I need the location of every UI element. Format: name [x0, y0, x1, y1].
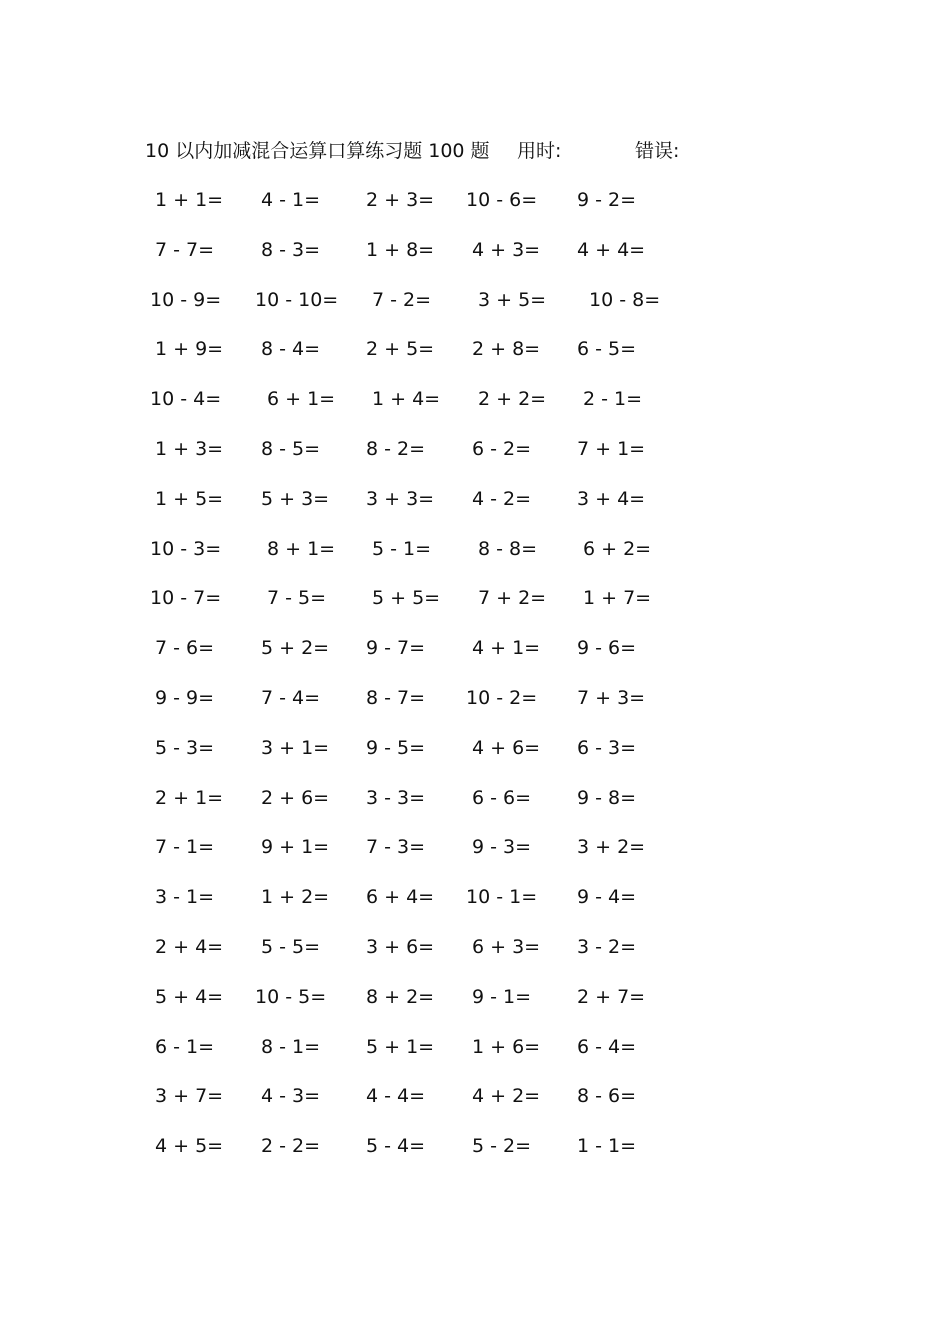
problem-item: 7 + 2=: [478, 587, 547, 610]
problem-item: 9 - 4=: [577, 886, 637, 909]
problem-item: 5 - 2=: [472, 1135, 532, 1158]
problem-item: 1 + 3=: [155, 438, 224, 460]
problem-row: [0, 683, 950, 713]
problem-item: 6 - 4=: [577, 1035, 637, 1058]
problem-item: 3 + 2=: [577, 836, 646, 859]
problem-item: 8 - 1=: [261, 1035, 321, 1058]
problem-item: 2 + 7=: [577, 985, 646, 1008]
problem-item: 4 - 3=: [261, 1085, 321, 1108]
problem-item: 2 - 1=: [583, 388, 643, 411]
problem-item: 5 - 5=: [261, 936, 321, 958]
problem-item: 6 + 1=: [267, 388, 336, 411]
problem-item: 9 - 7=: [366, 637, 426, 660]
problem-item: 5 + 4=: [155, 985, 224, 1008]
problem-item: 3 - 3=: [366, 786, 426, 809]
problem-item: 1 + 5=: [155, 487, 224, 510]
problem-item: 8 + 1=: [267, 537, 336, 560]
problem-item: 10 - 9=: [150, 288, 222, 311]
problem-item: 9 - 3=: [472, 836, 532, 859]
problem-item: 5 + 2=: [261, 637, 330, 660]
problem-item: 6 - 5=: [577, 338, 637, 361]
problem-item: 7 - 3=: [366, 836, 426, 859]
problem-item: 10 - 5=: [255, 985, 327, 1008]
problem-item: 3 - 1=: [155, 886, 215, 909]
problem-row: [0, 1032, 950, 1062]
problem-item: 8 + 2=: [366, 985, 435, 1008]
problem-item: 1 + 7=: [583, 587, 652, 610]
problem-row: [0, 434, 950, 464]
problem-item: 2 + 2=: [478, 388, 547, 411]
problem-item: 9 - 2=: [577, 189, 637, 211]
problem-item: 8 - 4=: [261, 338, 321, 361]
problem-item: 5 + 1=: [366, 1035, 435, 1058]
problem-item: 3 + 6=: [366, 936, 435, 958]
problem-item: 9 - 9=: [155, 687, 215, 709]
problem-item: 9 - 1=: [472, 985, 532, 1008]
problem-item: 10 - 3=: [150, 537, 222, 560]
problem-item: 7 - 2=: [372, 288, 432, 311]
problem-row: [0, 783, 950, 813]
problem-item: 1 - 1=: [577, 1135, 637, 1158]
problem-item: 7 + 3=: [577, 687, 646, 709]
problem-item: 10 - 8=: [589, 288, 661, 311]
problem-item: 1 + 4=: [372, 388, 441, 411]
problem-item: 4 - 4=: [366, 1085, 426, 1108]
problem-item: 1 + 2=: [261, 886, 330, 909]
problem-row: [0, 285, 950, 315]
problem-row: [0, 882, 950, 912]
problem-row: [0, 384, 950, 414]
problem-item: 4 + 1=: [472, 637, 541, 660]
problem-item: 6 + 2=: [583, 537, 652, 560]
problem-item: 1 + 8=: [366, 238, 435, 261]
problem-item: 3 + 4=: [577, 487, 646, 510]
problem-item: 4 - 2=: [472, 487, 532, 510]
problem-item: 8 - 6=: [577, 1085, 637, 1108]
problem-item: 8 - 3=: [261, 238, 321, 261]
problem-item: 5 + 5=: [372, 587, 441, 610]
problem-item: 10 - 7=: [150, 587, 222, 610]
problem-item: 6 - 1=: [155, 1035, 215, 1058]
problem-item: 5 + 3=: [261, 487, 330, 510]
problem-row: [0, 534, 950, 564]
problem-item: 7 + 1=: [577, 438, 646, 460]
problem-item: 7 - 4=: [261, 687, 321, 709]
problem-item: 8 - 7=: [366, 687, 426, 709]
problem-item: 2 + 1=: [155, 786, 224, 809]
problem-item: 10 - 2=: [466, 687, 538, 709]
problem-item: 9 - 6=: [577, 637, 637, 660]
problem-row: [0, 484, 950, 514]
problem-row: [0, 334, 950, 364]
problem-item: 9 - 8=: [577, 786, 637, 809]
problem-item: 9 - 5=: [366, 736, 426, 759]
problem-row: [0, 832, 950, 862]
problem-item: 4 + 2=: [472, 1085, 541, 1108]
problem-item: 7 - 7=: [155, 238, 215, 261]
problem-item: 1 + 6=: [472, 1035, 541, 1058]
problem-item: 2 + 8=: [472, 338, 541, 361]
problem-item: 7 - 6=: [155, 637, 215, 660]
problem-item: 4 + 3=: [472, 238, 541, 261]
problem-item: 6 - 3=: [577, 736, 637, 759]
problem-item: 10 - 1=: [466, 886, 538, 909]
problem-row: [0, 1131, 950, 1161]
problem-item: 4 + 6=: [472, 736, 541, 759]
problem-item: 7 - 5=: [267, 587, 327, 610]
problem-item: 8 - 8=: [478, 537, 538, 560]
problem-item: 2 - 2=: [261, 1135, 321, 1158]
problem-row: [0, 583, 950, 613]
problem-row: [0, 932, 950, 962]
problem-item: 2 + 6=: [261, 786, 330, 809]
problem-row: [0, 633, 950, 663]
problem-item: 7 - 1=: [155, 836, 215, 859]
problem-item: 9 + 1=: [261, 836, 330, 859]
problem-row: [0, 982, 950, 1012]
problem-item: 4 - 1=: [261, 189, 321, 211]
problem-item: 10 - 4=: [150, 388, 222, 411]
problem-item: 3 + 3=: [366, 487, 435, 510]
problem-item: 2 + 5=: [366, 338, 435, 361]
problem-item: 1 + 9=: [155, 338, 224, 361]
problem-item: 6 - 2=: [472, 438, 532, 460]
problem-item: 3 - 2=: [577, 936, 637, 958]
problem-item: 2 + 4=: [155, 936, 224, 958]
problem-item: 6 + 3=: [472, 936, 541, 958]
problem-item: 10 - 10=: [255, 288, 339, 311]
problem-item: 8 - 5=: [261, 438, 321, 460]
problem-item: 10 - 6=: [466, 189, 538, 211]
problem-item: 5 - 4=: [366, 1135, 426, 1158]
problem-item: 3 + 7=: [155, 1085, 224, 1108]
problem-item: 3 + 5=: [478, 288, 547, 311]
error-label: 错误:: [635, 140, 680, 162]
problem-item: 5 - 3=: [155, 736, 215, 759]
problem-item: 2 + 3=: [366, 189, 435, 211]
problem-item: 1 + 1=: [155, 189, 224, 211]
time-label: 用时:: [517, 140, 562, 162]
problem-item: 6 + 4=: [366, 886, 435, 909]
worksheet-title: 10 以内加减混合运算口算练习题 100 题: [145, 140, 490, 162]
problem-item: 4 + 5=: [155, 1135, 224, 1158]
problem-row: [0, 1081, 950, 1111]
problem-item: 8 - 2=: [366, 438, 426, 460]
problem-item: 4 + 4=: [577, 238, 646, 261]
problem-row: [0, 185, 950, 215]
problem-row: [0, 235, 950, 265]
problem-item: 6 - 6=: [472, 786, 532, 809]
problem-item: 3 + 1=: [261, 736, 330, 759]
problem-item: 5 - 1=: [372, 537, 432, 560]
problem-row: [0, 733, 950, 763]
